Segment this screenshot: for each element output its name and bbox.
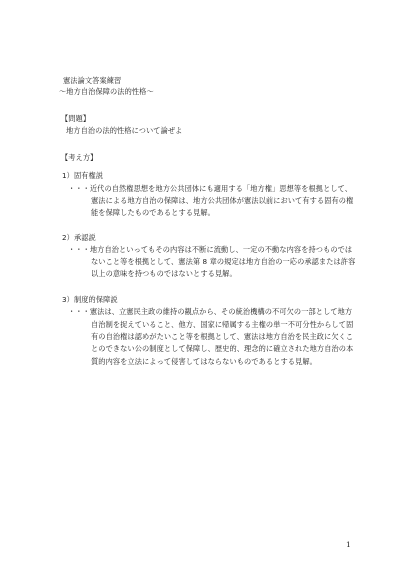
- section-text-line: 自治制を捉えていること、他方、国家に帰属する主権の単一不可分性からして固: [91, 320, 354, 329]
- question-heading: 【問題】: [61, 114, 91, 123]
- section-text-line: 憲法による地方自治の保障は、地方公共団体が憲法以前において有する固有の権: [91, 196, 354, 205]
- section-heading-institutional-guarantee: 3）制度的保障説: [62, 295, 118, 304]
- section-text-line: 以上の意味を持つものではないとする見解。: [91, 269, 237, 278]
- section-text-line: ないこと等を根拠として、憲法第 8 章の規定は地方自治の一応の承認または許容: [91, 257, 356, 266]
- section-text-line: とのできない公の制度として保障し、歴史的、理念的に確立された地方自治の本: [91, 344, 354, 353]
- section-text-line: ・・・近代の自然権思想を地方公共団体にも適用する「地方権」思想等を根拠として、: [68, 184, 353, 193]
- section-text-line: 能を保障したものであるとする見解。: [91, 208, 215, 217]
- section-text-line: ・・・憲法は、立憲民主政の維持の観点から、その統治機構の不可欠の一部として地方: [68, 307, 353, 316]
- section-heading-inherent-right: 1）固有権説: [62, 171, 104, 180]
- approach-heading: 【考え方】: [61, 153, 98, 162]
- document-subtitle: ～地方自治保障の法的性格～: [59, 87, 154, 96]
- question-text: 地方自治の法的性格について論ぜよ: [66, 126, 183, 135]
- section-heading-approval: 2）承認説: [62, 233, 96, 242]
- section-text-line: 有の自治権は認めがたいこと等を根拠として、憲法は地方自治を民主政に欠くこ: [91, 332, 354, 341]
- document-title: 憲法論文答案練習: [63, 76, 122, 85]
- page-number: 1: [346, 540, 351, 549]
- section-text-line: ・・・地方自治といってもその内容は不断に流動し、一定の不動な内容を持つものでは: [68, 245, 353, 254]
- section-text-line: 質的内容を立法によって侵害してはならないものであるとする見解。: [91, 357, 317, 366]
